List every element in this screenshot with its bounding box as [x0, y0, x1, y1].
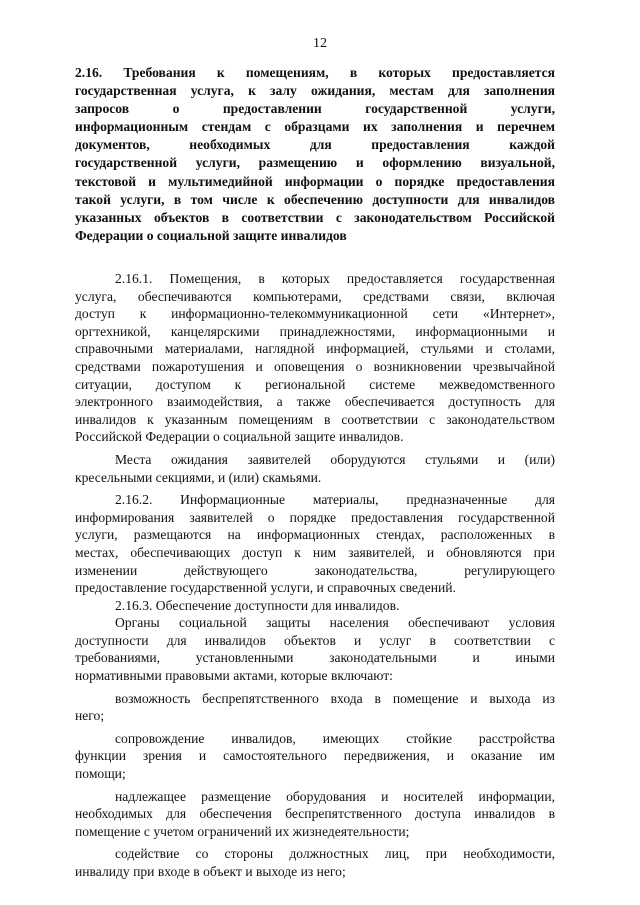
text-line: средствами пожаротушения и оповещения о возникновении чрезвычайной — [75, 358, 555, 374]
paragraph-2-16-2 — [75, 491, 555, 597]
paragraph-social-protection — [75, 614, 555, 684]
heading-line: документов, необходимых для предоставления каждой — [75, 137, 555, 153]
text-line: предоставление государственной услуги, и справочных сведений. — [75, 580, 456, 596]
heading-line: запросов о предоставлении государственной услуги, — [75, 101, 555, 117]
text-line: содействие со стороны должностных лиц, при необходимости, — [115, 846, 555, 862]
text-line: требованиями, установленными законодательными и иными — [75, 650, 555, 666]
text-line: доступности для инвалидов объектов и услуг в соответствии с — [75, 632, 555, 648]
text-line: электронного взаимодействия, а также обеспечивается доступность для — [75, 394, 555, 410]
text-line: услуга, обеспечиваются компьютерами, средствами связи, включая — [75, 288, 555, 304]
text-line: Российской Федерации о социальной защите инвалидов. — [75, 429, 404, 445]
heading-line: 2.16. Требования к помещениям, в которых предоставляется — [75, 65, 555, 80]
text-line: возможность беспрепятственного входа в помещение и выхода из — [115, 690, 555, 706]
heading-line: текстовой и мультимедийной информации о порядке предоставления — [75, 173, 555, 189]
text-line: 2.16.1. Помещения, в которых предоставляется государственная — [115, 271, 555, 286]
text-line: кресельными секциями, и (или) скамьями. — [75, 469, 322, 485]
list-item-escort — [75, 730, 555, 783]
heading-line: указанных объектов в соответствии с законодательством Российской — [75, 209, 555, 225]
text-line: сопровождение инвалидов, имеющих стойкие расстройства — [115, 730, 555, 746]
text-line: функции зрения и самостоятельного передвижения, и оказание им — [75, 748, 555, 764]
list-item-assistance — [75, 845, 555, 880]
text-line: местах, обеспечивающих доступ к ним заявителей, и обновляются при — [75, 544, 555, 560]
heading-line: государственная услуга, к залу ожидания, местам для заполнения — [75, 83, 555, 99]
text-line: помощи; — [75, 766, 126, 782]
paragraph-2-16-1 — [75, 270, 555, 446]
paragraph-waiting-places — [75, 451, 555, 486]
text-line: необходимых для обеспечения беспрепятственного доступа инвалидов в — [75, 806, 555, 822]
document-body — [75, 270, 555, 881]
heading-line: государственной услуги, размещению и оформлению визуальной, — [75, 155, 555, 171]
heading-line: Федерации о социальной защите инвалидов — [75, 227, 347, 243]
text-line: 2.16.3. Обеспечение доступности для инвалидов. — [115, 597, 400, 613]
text-line: 2.16.2. Информационные материалы, предназначенные для — [115, 492, 555, 508]
text-line: Места ожидания заявителей оборудуются стульями и (или) — [115, 451, 555, 467]
text-line: инвалиду при входе в объект и выходе из него; — [75, 864, 346, 879]
text-line: ситуации, доступом к региональной системе межведомственного — [75, 376, 555, 392]
heading-line: информационным стендам с образцами их заполнения и перечнем — [75, 119, 555, 135]
text-line: доступ к информационно-телекоммуникационной сети «Интернет», — [75, 306, 555, 322]
paragraph-2-16-3 — [75, 597, 555, 615]
text-line: нормативными правовыми актами, которые включают: — [75, 668, 393, 684]
list-item-equipment — [75, 788, 555, 841]
text-line: информирования заявителей о порядке предоставления государственной — [75, 509, 555, 525]
text-line: Органы социальной защиты населения обеспечивают условия — [115, 615, 555, 631]
text-line: изменении действующего законодательства, регулирующего — [75, 562, 555, 578]
text-line: оргтехникой, канцелярскими принадлежностями, информационными и — [75, 323, 555, 339]
text-line: помещение с учетом ограничений их жизнедеятельности; — [75, 823, 410, 839]
page-number: 12 — [313, 36, 327, 51]
text-line: него; — [75, 708, 105, 724]
section-heading — [75, 64, 555, 245]
text-line: справочными материалами, наглядной информацией, стульями и столами, — [75, 341, 555, 357]
text-line: услуги, размещаются на информационных стендах, расположенных в — [75, 527, 555, 543]
list-item-entry — [75, 690, 555, 725]
text-line: инвалидов к указанным помещениям в соответствии с законодательством — [75, 411, 555, 427]
heading-line: такой услуги, в том числе к обеспечению доступности для инвалидов — [75, 191, 555, 207]
text-line: надлежащее размещение оборудования и носителей информации, — [115, 788, 555, 804]
